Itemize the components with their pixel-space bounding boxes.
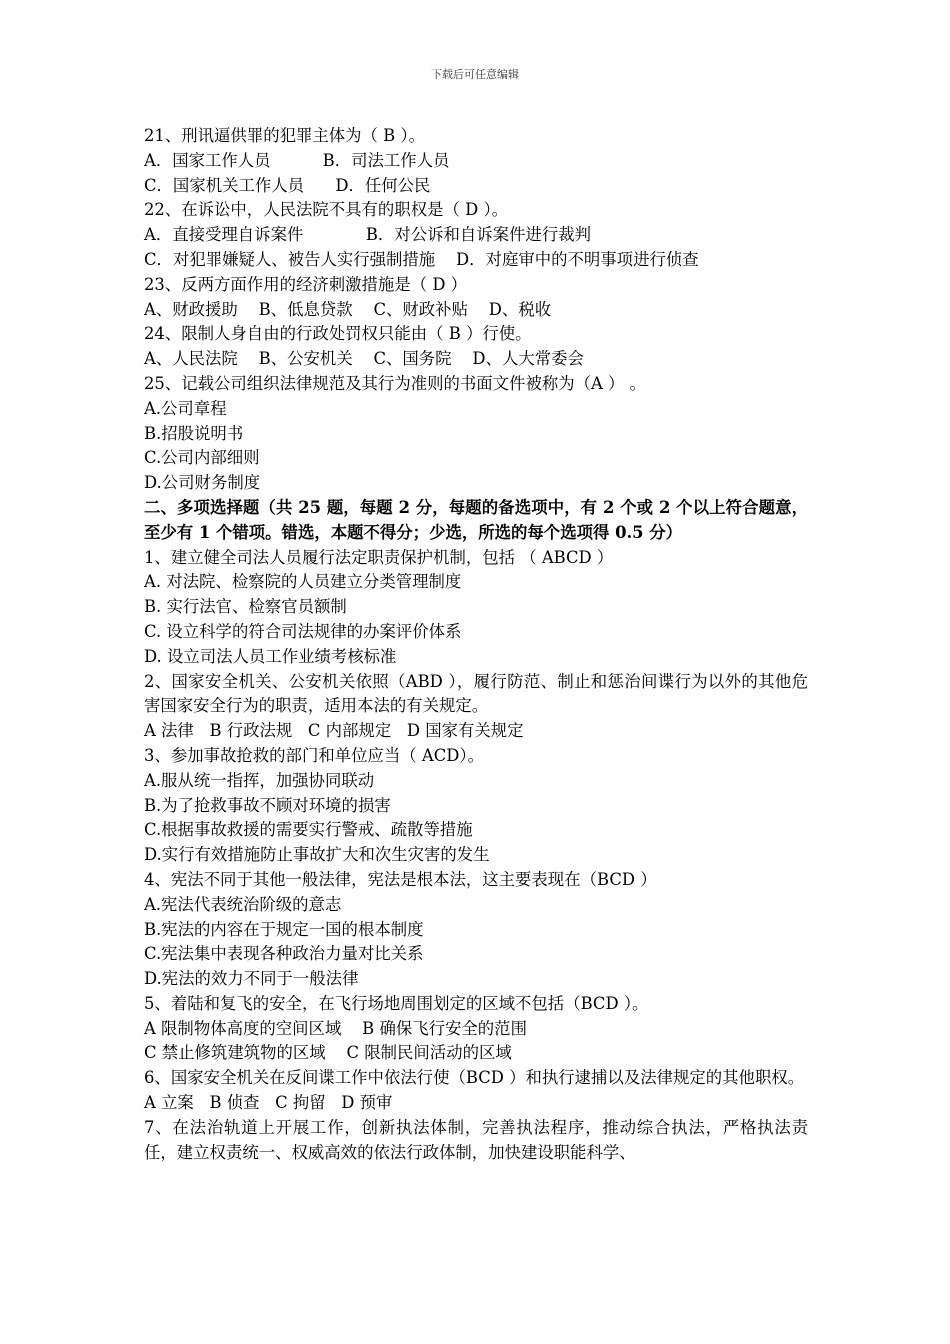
text-line: A．直接受理自诉案件 B．对公诉和自诉案件进行裁判 — [144, 225, 591, 245]
text-line: 23、反两方面作用的经济刺激措施是（ D ） — [144, 274, 468, 294]
text-line: A 法律 B 行政法规 C 内部规定 D 国家有关规定 — [144, 721, 524, 741]
text-line: C．国家机关工作人员 D．任何公民 — [144, 175, 431, 195]
text-line: 5、着陆和复飞的安全，在飞行场地周围划定的区域不包括（BCD ）。 — [144, 993, 649, 1013]
text-line: A 限制物体高度的空间区域 B 确保飞行安全的范围 — [144, 1018, 527, 1038]
text-line: 二、多项选择题（共 25 题，每题 2 分，每题的备选项中，有 2 个或 2 个以上符合题意，至少有 1 个错项。错选，本题不得分；少选，所选的每个选项得 0.5 分） — [144, 497, 808, 542]
text-line: A、人民法院 B、公安机关 C、国务院 D、人大常委会 — [144, 349, 584, 369]
text-line: B. 实行法官、检察官员额制 — [144, 597, 347, 617]
text-line: 6、国家安全机关在反间谍工作中依法行使（BCD ）和执行逮捕以及法律规定的其他职权。 — [144, 1068, 805, 1088]
text-line: 7、在法治轨道上开展工作，创新执法体制，完善执法程序，推动综合执法，严格执法责任，建立权责统一、权威高效的依法行政体制，加快建设职能科学、 — [144, 1117, 808, 1162]
text-line: C 禁止修筑建筑物的区域 C 限制民间活动的区域 — [144, 1043, 512, 1063]
text-line: 1、建立健全司法人员履行法定职责保护机制，包括 （ ABCD ） — [144, 547, 614, 567]
text-line: C．对犯罪嫌疑人、被告人实行强制措施 D．对庭审中的不明事项进行侦查 — [144, 249, 699, 269]
text-line: A、财政援助 B、低息贷款 C、财政补贴 D、税收 — [144, 299, 552, 319]
text-line: A. 对法院、检察院的人员建立分类管理制度 — [144, 572, 462, 592]
text-line: D.实行有效措施防止事故扩大和次生灾害的发生 — [144, 845, 490, 865]
text-line: D.公司财务制度 — [144, 473, 261, 493]
text-line: A.宪法代表统治阶级的意志 — [144, 894, 342, 914]
document-body — [144, 124, 808, 1165]
text-line: 21、刑讯逼供罪的犯罪主体为（ B ）。 — [144, 126, 425, 145]
text-line: 2、国家安全机关、公安机关依照（ABD ），履行防范、制止和惩治间谍行为以外的其他危害国家安全行为的职责，适用本法的有关规定。 — [144, 671, 808, 716]
text-line: D.宪法的效力不同于一般法律 — [144, 969, 359, 989]
text-line: D. 设立司法人员工作业绩考核标准 — [144, 646, 397, 666]
text-line: A．国家工作人员 B．司法工作人员 — [144, 150, 450, 170]
text-line: B.招股说明书 — [144, 423, 244, 443]
text-line: A 立案 B 侦查 C 拘留 D 预审 — [144, 1093, 393, 1113]
text-line: C.宪法集中表现各种政治力量对比关系 — [144, 944, 424, 964]
text-line: 4、宪法不同于其他一般法律，宪法是根本法，这主要表现在（BCD ） — [144, 869, 657, 889]
text-line: 25、记载公司组织法律规范及其行为准则的书面文件被称为（A ） 。 — [144, 373, 647, 393]
text-line: 22、在诉讼中，人民法院不具有的职权是（ D ）。 — [144, 200, 509, 220]
text-line: C.根据事故救援的需要实行警戒、疏散等措施 — [144, 820, 473, 840]
text-line: 24、限制人身自由的行政处罚权只能由（ B ）行使。 — [144, 324, 532, 344]
text-line: A.服从统一指挥，加强协同联动 — [144, 770, 375, 790]
text-line: B.为了抢救事故不顾对环境的损害 — [144, 795, 391, 815]
text-line: C.公司内部细则 — [144, 448, 260, 468]
text-line: A.公司章程 — [144, 398, 227, 418]
page-header: 下载后可任意编辑 — [431, 68, 519, 81]
text-line: C. 设立科学的符合司法规律的办案评价体系 — [144, 621, 462, 641]
text-line: 3、参加事故抢救的部门和单位应当（ ACD）。 — [144, 745, 484, 765]
text-line: B.宪法的内容在于规定一国的根本制度 — [144, 919, 424, 939]
